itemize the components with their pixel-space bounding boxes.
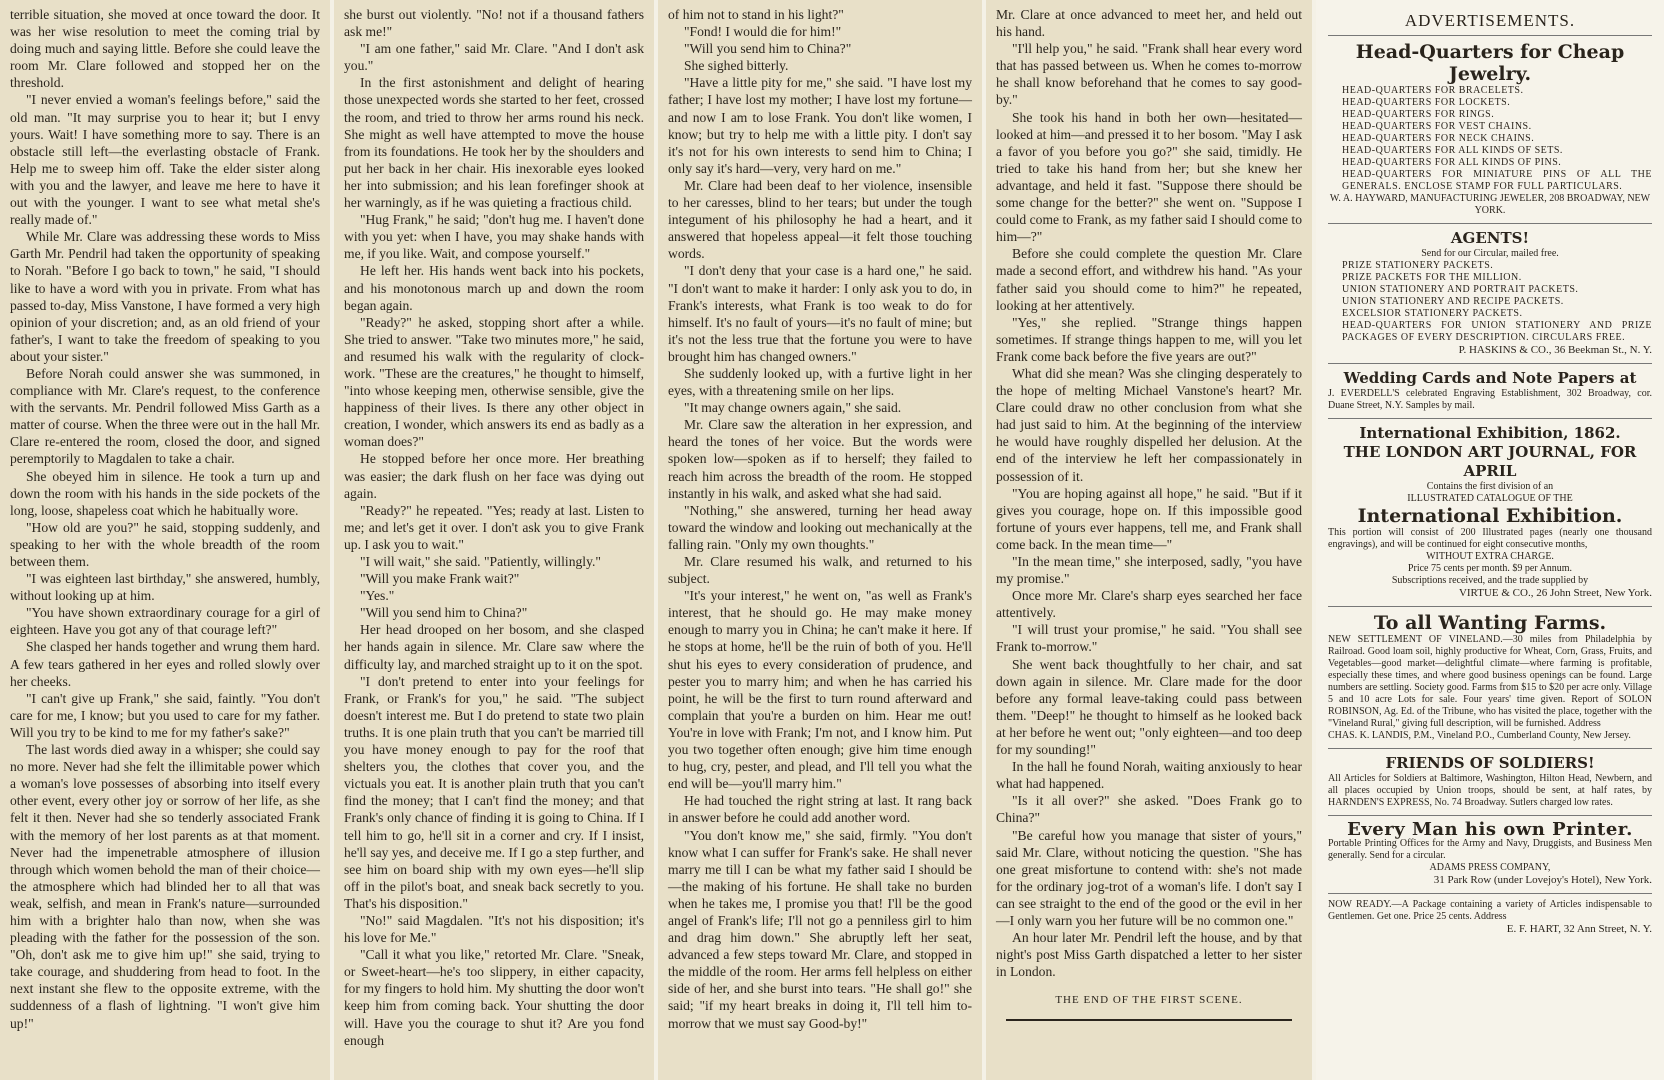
ad-title: To all Wanting Farms. — [1373, 612, 1607, 635]
ad-address: P. HASKINS & CO., 36 Beekman St., N. Y. — [1458, 344, 1652, 357]
story-column-1 — [0, 0, 330, 1080]
story-column-4 — [986, 0, 1312, 1080]
paragraph: While Mr. Clare was addressing these words to Miss Garth Mr. Pendril had taken the opportunity of speaking to Norah. "Before I go back to town," he said, "I should like to have a word with you in private. From what has passed to-day, Miss Vanstone, I have formed a very high opinion of your discretion; and, as an old friend of your father's, I want to take the freedom of speaking to you about your sister." — [10, 229, 320, 364]
paragraph: "I don't pretend to enter into your feelings for Frank, or Frank's for you," he said. "The subject doesn't interest me. But I do pretend to state two plain truths. It is one plain truth that you can't be married till you have money enough to pay for the roof that shelters you, the clothes that cover you, and the victuals you eat. It is another plain truth that you can't find the money; that I can't find the money; and that Frank's only chance of finding it is going to China. If I tell him to go, he'll sit in a corner and cry. If I insist, he'll say yes, and deceive me. If I go a step further, and see him on board ship with my own eyes—he'll slip off in the pilot's boat, and sneak back secretly to you. That's his disposition." — [344, 673, 644, 911]
paragraph: Mr. Clare resumed his walk, and returned to his subject. — [668, 554, 972, 587]
ad-line: HEAD-QUARTERS FOR ALL KINDS OF SETS. — [1342, 145, 1563, 157]
paragraph: She took his hand in both her own—hesitated—looked at him—and pressed it to her bosom. "May I ask a favor of you before you go?" she said, timidly. He tried to take his hand from her; but she knew her advantage, and held it fast. "Suppose there should be some change for the better?" she went on. "Suppose I could come to Frank, as my father said I should come to him—?" — [996, 109, 1302, 245]
paragraph: "I'll help you," he said. "Frank shall hear every word that has passed between us. When he comes to-morrow he shall know beforehand that he comes to say good-by." — [996, 41, 1302, 108]
ad-line: PRIZE STATIONERY PACKETS. — [1342, 260, 1494, 272]
ad-agents — [1328, 223, 1652, 363]
paragraph: She went back thoughtfully to her chair, and sat down again in silence. Mr. Clare made for the door before any formal leave-taking could pass between them. "Deep!" he thought to himself as he looked back at her before he went out; "only eighteen—and too deep for my sounding!" — [996, 656, 1302, 758]
ad-heading: International Exhibition, 1862. — [1359, 424, 1621, 443]
ad-line: EXCELSIOR STATIONERY PACKETS. — [1342, 308, 1523, 320]
ad-subtitle: Contains the first division of an — [1426, 481, 1554, 493]
scene-end-marker: THE END OF THE FIRST SCENE. — [1055, 994, 1243, 1007]
paragraph: Mr. Clare at once advanced to meet her, and held out his hand. — [996, 7, 1302, 40]
ad-text: J. EVERDELL'S celebrated Engraving Establishment, 302 Broadway, cor. Duane Street, N.Y. Samples by mail. — [1328, 388, 1652, 412]
ad-text: NOW READY.—A Package containing a variety of Articles indispensable to Gentlemen. Get one. Price 25 cents. Address — [1328, 899, 1652, 923]
paragraph: She clasped her hands together and wrung them hard. A few tears gathered in her eyes and rolled slowly over her cheeks. — [10, 639, 320, 689]
paragraph: "I will wait," she said. "Patiently, willingly." — [360, 554, 601, 569]
paragraph: "Hug Frank," he said; "don't hug me. I haven't done with you yet: when I have, you may shake hands with me, if you like. Wait, and compose yourself." — [344, 212, 644, 262]
ad-text: NEW SETTLEMENT OF VINELAND.—30 miles from Philadelphia by Railroad. Good loam soil, highly productive for Wheat, Corn, Grass, Fruits, and Vegetables—good market—delightful climate—where farming is profitable, especially these times, and where good business openings can be found. Large numbers are settling. Society good. Farms from $15 to $20 per acre only. Village 5 and 10 acre Lots for sale. Four years' time given. Report of SOLON ROBINSON, Ag. Ed. of the Tribune, who has visited the place, together with the "Vineland Rural," giving full description, will be furnished. Address — [1328, 634, 1652, 730]
ad-price: Price 75 cents per month. $9 per Annum. — [1407, 563, 1573, 575]
paragraph: Before Norah could answer she was summoned, in compliance with Mr. Clare's request, to the conference with the servants. Mr. Pendril followed Miss Garth as a matter of course. When the three were out in the hall Mr. Clare re-entered the room, closed the door, and signed peremptorily to Magdalen to take a chair. — [10, 365, 320, 467]
paragraph: An hour later Mr. Pendril left the house, and by that night's post Miss Garth dispatched a letter to her sister in London. — [996, 930, 1302, 980]
ad-soldiers — [1328, 748, 1652, 815]
paragraph: "I don't deny that your case is a hard one," he said. "I don't want to make it harder: I only ask you to do, in Frank's interests, what Frank is too weak to do for himself. It's no fault of yours—it's no fault of mine; but it's not the less true that the fortune you were to have brought him has changed owners." — [668, 263, 972, 364]
ad-address: E. F. HART, 32 Ann Street, N. Y. — [1506, 923, 1652, 936]
ad-subtitle: Subscriptions received, and the trade supplied by — [1391, 575, 1589, 587]
ad-address: 31 Park Row (under Lovejoy's Hotel), New York. — [1433, 874, 1652, 887]
paragraph: "In the mean time," she interposed, sadly, "you have my promise." — [996, 554, 1302, 587]
paragraph: Before she could complete the question Mr. Clare made a second effort, and withdrew his hand. "As your father said you should come to him?" he repeated, looking at her attentively. — [996, 246, 1302, 313]
paragraph: "Nothing," she answered, turning her head away toward the window and looking out mechanically at the falling rain. "Only my own thoughts." — [668, 502, 972, 552]
ad-line: PRIZE PACKETS FOR THE MILLION. — [1342, 272, 1522, 284]
ad-line: HEAD-QUARTERS FOR LOCKETS. — [1342, 97, 1511, 109]
paragraph: In the hall he found Norah, waiting anxiously to hear what had happened. — [996, 759, 1302, 792]
paragraph: "You have shown extraordinary courage for a girl of eighteen. Have you got any of that courage left?" — [10, 605, 320, 638]
ad-address: CHAS. K. LANDIS, P.M., Vineland P.O., Cumberland County, New Jersey. — [1328, 730, 1631, 742]
paragraph: "I can't give up Frank," she said, faintly. "You don't care for me, I know; but you used to care for my father. Will you try to be kind to me for my father's sake?" — [10, 690, 320, 740]
paragraph: "Have a little pity for me," she said. "I have lost my father; I have lost my mother; I have lost my fortune—and now I am to lose Frank. You don't like women, I know; but try to help me with a little pity. I don't say it's not for his own interests to send him to China; I only say it's hard—very, very hard on me." — [668, 75, 972, 176]
story-column-3 — [658, 0, 982, 1080]
paragraph: She sighed bitterly. — [684, 58, 789, 74]
ad-line: UNION STATIONERY AND PORTRAIT PACKETS. — [1342, 284, 1579, 296]
paragraph: terrible situation, she moved at once toward the door. It was her wise resolution to meet the coming trial by doing much and saying little. Before she could leave the room Mr. Clare followed and stopped her on the threshold. — [10, 7, 320, 91]
ad-now-ready — [1328, 893, 1652, 942]
ad-jewelry — [1328, 35, 1652, 223]
paragraph: "Ready?" he repeated. "Yes; ready at last. Listen to me; and let's get it over. I don't ask you to give Frank up. I ask you to wait." — [344, 502, 644, 552]
paragraph: Her head drooped on her bosom, and she clasped her hands again in silence. Mr. Clare saw where the difficulty lay, and marched straight up to it on the spot. — [344, 622, 644, 672]
paragraph: of him not to stand in his light?" — [668, 7, 844, 22]
paragraph: She obeyed him in silence. He took a turn up and down the room with his hands in the side pockets of the long, loose, shapeless coat which he habitually wore. — [10, 468, 320, 518]
ad-subtitle: ILLUSTRATED CATALOGUE OF THE — [1407, 493, 1573, 505]
ad-line: HEAD-QUARTERS FOR UNION STATIONERY AND PRIZE PACKAGES OF EVERY DESCRIPTION. CIRCULARS FREE. — [1342, 320, 1652, 344]
paragraph: "It may change owners again," she said. — [684, 400, 902, 416]
ad-text: This portion will consist of 200 Illustrated pages (nearly one thousand engravings), and will be continued for eight consecutive months, — [1328, 527, 1652, 551]
paragraph: "I will trust your promise," he said. "You shall see Frank to-morrow." — [996, 622, 1302, 655]
ad-line: HEAD-QUARTERS FOR RINGS. — [1342, 109, 1495, 121]
ad-big-title: International Exhibition. — [1357, 505, 1623, 528]
paragraph: "It's your interest," he went on, "as well as Frank's interest, that he should go. He may make money enough to marry you in China; he can't make it here. If he stops at home, he'll be the ruin of both of you. He'll shut his eyes to every consideration of prudence, and pester you to marry him; and when he has carried his point, he will be the first to turn round afterward and complain that you're a burden on him. Hear me out! You're in love with Frank; I'm not, and I know him. Put you two together often enough; give him time enough to hug, cry, pester, and plead, and I'll tell you what the end will be—you'll marry him." — [668, 588, 972, 792]
ad-line: UNION STATIONERY AND RECIPE PACKETS. — [1342, 296, 1564, 308]
ad-company: ADAMS PRESS COMPANY, — [1429, 862, 1551, 874]
section-divider — [1006, 1019, 1292, 1021]
paragraph: The last words died away in a whisper; she could say no more. Never had she felt the illimitable power which a woman's love possesses of absorbing into itself every other event, every other joy or sorrow of her life, as she felt it then. Never had she so tenderly associated Frank with the memory of her lost parents as at that moment. Never had the impenetrable atmosphere of illusion through which women behold the man of their choice—the atmosphere which had blinded her to all that was weak, selfish, and mean in Frank's nature—surrounded him with a brighter halo than now, when she was pleading with the father for the possession of the son. "Oh, don't ask me to give him up!" she said, trying to take courage, and shuddering from head to foot. In the next instant she flew to the opposite extreme, with the suddenness of a flash of lightning. "I won't give him up!" — [10, 742, 320, 1031]
paragraph: "Call it what you like," retorted Mr. Clare. "Sneak, or Sweet-heart—he's too slippery, in either capacity, for my fingers to hold him. My shutting the door won't keep him from coming back. Your shutting the door will. Have you the courage to shut it? Are you fond enough — [344, 947, 644, 1048]
ad-wedding-cards — [1328, 363, 1652, 418]
paragraph: In the first astonishment and delight of hearing those unexpected words she started to her feet, crossed the room, and tried to throw her arms round his neck. She might as well have attempted to move the house from its foundations. He took her by the shoulders and put her back in her chair. His inexorable eyes looked her into submission; and his lean forefinger shook at her warningly, as if he was quieting a fractious child. — [344, 75, 644, 211]
paragraph: "I am one father," said Mr. Clare. "And I don't ask you." — [344, 41, 644, 74]
ad-address: W. A. HAYWARD, MANUFACTURING JEWELER, 208 BROADWAY, NEW YORK. — [1329, 193, 1651, 217]
paragraph: Mr. Clare saw the alteration in her expression, and heard the tones of her voice. But the words were spoken low—spoken as if to herself; they failed to reach him across the breadth of the room. He stopped instantly in his walk, and asked what she had said. — [668, 417, 972, 501]
paragraph: "Will you send him to China?" — [684, 41, 852, 57]
paragraph: "Be careful how you manage that sister of yours," said Mr. Clare, without noticing the question. "She has one great misfortune to contend with: she's not made for the ordinary jog-trot of a woman's life. I don't say I can see straight to the end of the good or the evil in her—I only warn you her future will be no common one." — [996, 827, 1302, 928]
ad-title: Every Man his own Printer. — [1347, 819, 1633, 841]
ad-line: HEAD-QUARTERS FOR MINIATURE PINS OF ALL THE GENERALS. ENCLOSE STAMP FOR FULL PARTICULARS. — [1342, 169, 1652, 193]
paragraph: Once more Mr. Clare's sharp eyes searched her face attentively. — [996, 588, 1302, 621]
paragraph: "I was eighteen last birthday," she answered, humbly, without looking up at him. — [10, 571, 320, 604]
paragraph: What did she mean? Was she clinging desperately to the hope of melting Michael Vanstone's heart? Mr. Clare could draw no other conclusion from what she had just said to him. At the beginning of the interview he would have roughly dispelled her delusion. At the end of the interview he left her compassionately in possession of it. — [996, 365, 1302, 484]
ad-line: HEAD-QUARTERS FOR ALL KINDS OF PINS. — [1342, 157, 1562, 169]
ad-farms — [1328, 606, 1652, 748]
ad-text: All Articles for Soldiers at Baltimore, Washington, Hilton Head, Newbern, and all places occupied by Union troops, should be sent, at half rates, by HARNDEN'S EXPRESS, No. 74 Broadway. Sutlers charged low rates. — [1328, 773, 1652, 809]
paragraph: "Is it all over?" she asked. "Does Frank go to China?" — [996, 793, 1302, 826]
ad-exhibition — [1328, 418, 1652, 606]
advertisements-heading: ADVERTISEMENTS. — [1404, 11, 1576, 30]
paragraph: "How old are you?" he said, stopping suddenly, and speaking to her with the whole breadth of the room between them. — [10, 519, 320, 569]
ad-line: HEAD-QUARTERS FOR VEST CHAINS. — [1342, 121, 1532, 133]
paragraph: Mr. Clare had been deaf to her violence, insensible to her caresses, blind to her tears; but under the tough integument of his philosophy he had a heart, and it answered that hopeless appeal—it felt those touching words. — [668, 177, 972, 262]
ad-subtitle: Send for our Circular, mailed free. — [1421, 248, 1559, 260]
ad-title: THE LONDON ART JOURNAL, FOR APRIL — [1343, 443, 1637, 481]
paragraph: "Will you make Frank wait?" — [360, 571, 520, 587]
ad-address: VIRTUE & CO., 26 John Street, New York. — [1458, 587, 1652, 600]
paragraph: she burst out violently. "No! not if a thousand fathers ask me!" — [344, 7, 644, 40]
ad-note: WITHOUT EXTRA CHARGE. — [1426, 551, 1554, 563]
ad-title: AGENTS! — [1450, 229, 1530, 248]
paragraph: "Yes," she replied. "Strange things happen sometimes. If strange things happen to me, will you let Frank come back before the five years are out?" — [996, 314, 1302, 364]
paragraph: "Will you send him to China?" — [360, 605, 528, 621]
paragraph: He stopped before her once more. Her breathing was easier; the dark flush on her face was dying out again. — [344, 451, 644, 501]
paragraph: He left her. His hands went back into his pockets, and his monotonous march up and down the room began again. — [344, 263, 644, 313]
ad-title: FRIENDS OF SOLDIERS! — [1385, 754, 1595, 773]
paragraph: "Fond! I would die for him!" — [684, 24, 842, 40]
paragraph: "Yes." — [360, 588, 395, 604]
ad-printer — [1328, 815, 1652, 893]
ad-line: HEAD-QUARTERS FOR NECK CHAINS. — [1342, 133, 1535, 145]
story-column-2 — [334, 0, 654, 1080]
paragraph: He had touched the right string at last. It rang back in answer before he could add another word. — [668, 793, 972, 826]
ad-line: HEAD-QUARTERS FOR BRACELETS. — [1342, 85, 1524, 97]
paragraph: "You don't know me," she said, firmly. "You don't know what I can suffer for Frank's sake. He shall never marry me till I can be what my father said I should be—the making of his fortune. He shall take no burden when he takes me, I promise you that! I'll be the good angel of Frank's life; I'll not go a penniless girl to him and drag him down." She abruptly left her seat, advanced a few steps toward Mr. Clare, and stopped in the middle of the room. Her arms fell helpless on either side of her, and she burst into tears. "He shall go!" she said; "if my heart breaks in doing it, I'll tell him to-morrow that we must say Good-by!" — [668, 827, 972, 1031]
paragraph: "You are hoping against all hope," he said. "But if it gives you courage, hope on. If this impossible good fortune of yours ever happens, tell me, and Frank shall come back. In the mean time—" — [996, 485, 1302, 552]
ad-text: Portable Printing Offices for the Army and Navy, Druggists, and Business Men generally. Send for a circular. — [1328, 838, 1652, 862]
ad-title: Wedding Cards and Note Papers at — [1343, 369, 1637, 388]
ad-title: Head-Quarters for Cheap Jewelry. — [1355, 41, 1625, 86]
paragraph: "Ready?" he asked, stopping short after a while. She tried to answer. "Take two minutes more," he said, and resumed his walk with the regularity of clock-work. "These are the creatures," he thought to himself, "into whose keeping men, otherwise sensible, give the happiness of their lives. Is there any other object in creation, I wonder, which answers its end as badly as a woman does?" — [344, 314, 644, 450]
paragraph: "I never envied a woman's feelings before," said the old man. "It may surprise you to hear it; but I envy yours. Wait! I have something more to say. There is an obstacle still left—the everlasting obstacle of Frank. Help me to sweep him off. Take the elder sister along with you and the lawyer, and leave me here to have it out with the younger. I want to see what metal she's really made of." — [10, 92, 320, 228]
advertisements-column — [1316, 0, 1664, 1080]
paragraph: She suddenly looked up, with a furtive light in her eyes, with a threatening smile on her lips. — [668, 365, 972, 399]
paragraph: "No!" said Magdalen. "It's not his disposition; it's his love for Me." — [344, 912, 644, 946]
